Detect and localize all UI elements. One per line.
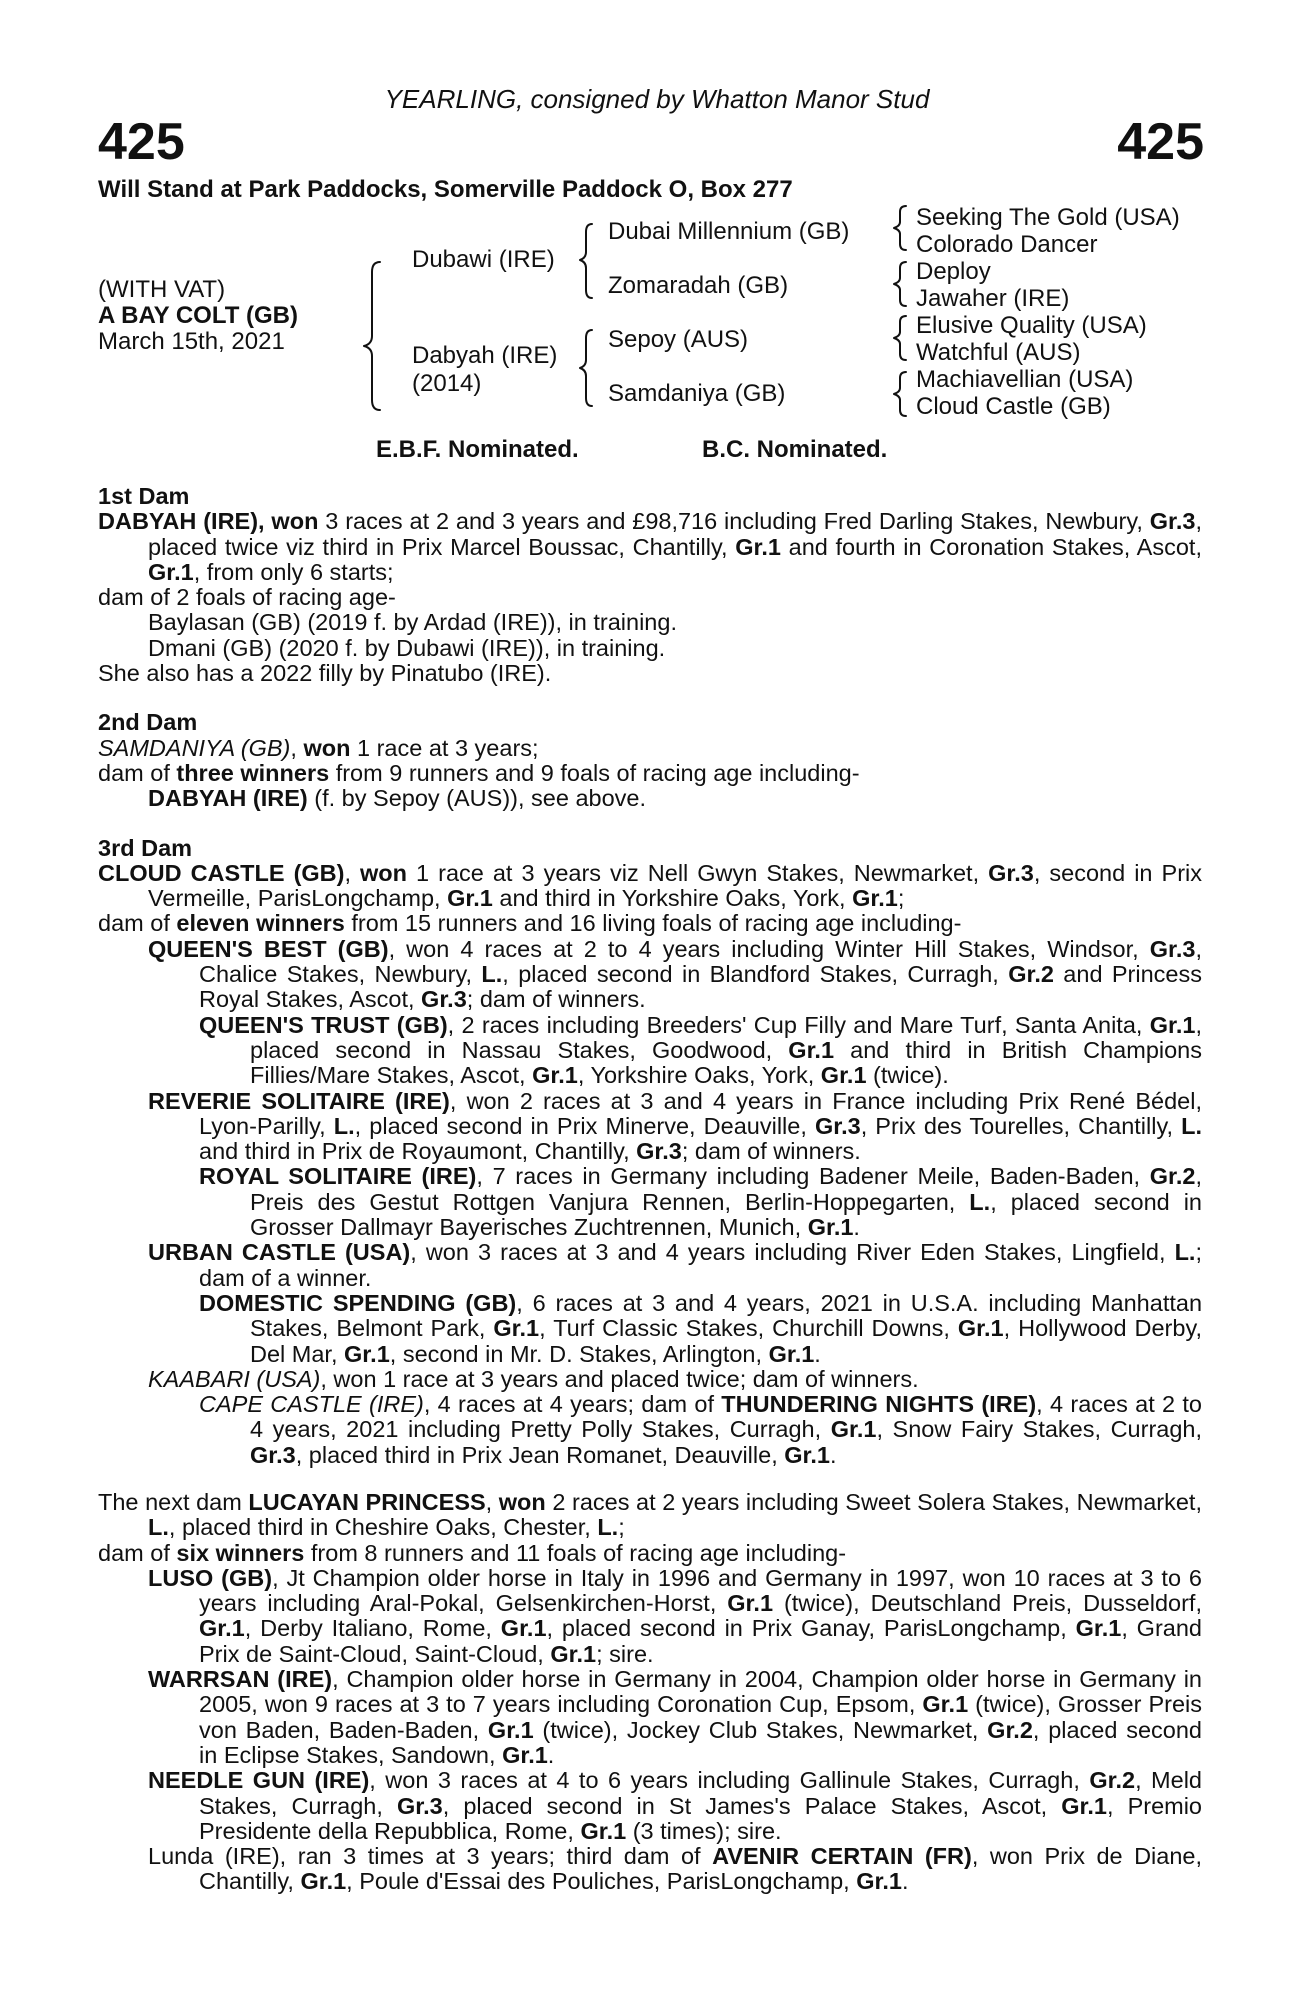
dam-dam-name: Samdaniya (GB) <box>608 380 786 407</box>
pedigree-entry <box>98 508 1202 585</box>
brace-g1 <box>894 206 906 250</box>
entry-text: NEEDLE GUN (IRE) <box>148 1767 370 1794</box>
entry-text: Gr.1 <box>199 1615 245 1642</box>
pedigree-entry <box>148 609 1202 636</box>
entry-text: . <box>901 1868 909 1895</box>
entry-text: (twice), Grosser Preis von Baden, Baden-Baden, <box>199 1691 1202 1743</box>
entry-text: , second in Prix Vermeille, ParisLongchamp, <box>148 859 1202 912</box>
entry-text: Gr.3 <box>250 1441 296 1468</box>
entry-text: , Poule d'Essai des Pouliches, ParisLongchamp, <box>346 1868 857 1895</box>
entry-text: , 6 races at 3 and 4 years, 2021 in U.S.A. including Manhattan Stakes, Belmont Park, <box>250 1289 1203 1342</box>
pedigree-entry <box>148 1767 1203 1844</box>
brace-g2 <box>894 262 906 306</box>
entry-text: , Premio Presidente della Repubblica, Rome, <box>199 1792 1203 1844</box>
entry-text: L. <box>969 1188 991 1215</box>
entry-text: Gr.2 <box>1008 961 1054 988</box>
bc-nomination: B.C. Nominated. <box>702 436 888 463</box>
entry-text: , Chalice Stakes, Newbury, <box>199 935 1203 988</box>
entry-text: , placed third in Cheshire Oaks, Chester, <box>168 1514 598 1541</box>
section-heading: 2nd Dam <box>98 709 198 736</box>
entry-text: won <box>360 859 408 886</box>
entry-text: , won 3 races at 4 to 6 years including Gallinule Stakes, Curragh, <box>369 1767 1090 1794</box>
section-heading: 1st Dam <box>98 483 190 509</box>
lot-horse-name: A BAY COLT (GB) <box>98 302 299 329</box>
entry-text: (f. by Sepoy (AUS)), see above. <box>307 785 647 812</box>
entry-text: dam of <box>98 1539 177 1566</box>
entry-text: , won 1 race at 3 years and placed twice; dam of winners. <box>320 1365 919 1392</box>
pedigree-entry <box>148 634 1202 661</box>
entry-text: (twice). <box>866 1062 949 1089</box>
entry-text: , Meld Stakes, Curragh, <box>199 1767 1202 1819</box>
entry-text: LUSO (GB) <box>148 1564 273 1591</box>
entry-text: Dmani (GB) (2020 f. by Dubawi (IRE)), in training. <box>148 634 666 661</box>
entry-text: DABYAH (IRE) <box>148 785 308 812</box>
entry-text: ; <box>897 885 905 912</box>
entry-text: (3 times); sire. <box>626 1817 782 1844</box>
vat-note: (WITH VAT) <box>98 276 226 303</box>
entry-text: Gr.1 <box>550 1640 597 1667</box>
sire-dam-name: Zomaradah (GB) <box>608 272 789 299</box>
entry-text: L. <box>1174 1239 1196 1266</box>
entry-text: dam of <box>98 759 177 786</box>
entry-text: and third in Prix de Royaumont, Chantilly, <box>199 1138 637 1165</box>
brace-g3 <box>894 316 906 360</box>
dam-sire-name: Sepoy (AUS) <box>608 326 749 353</box>
entry-text: , Snow Fairy Stakes, Curragh, <box>876 1416 1203 1443</box>
entry-text: , Prix des Tourelles, Chantilly, <box>860 1112 1182 1139</box>
entry-text: Gr.1 <box>922 1691 969 1718</box>
entry-text: , placed third in Prix Jean Romanet, Deauville, <box>295 1441 785 1468</box>
entry-text: and Princess Royal Stakes, Ascot, <box>199 961 1202 1013</box>
entry-text: She also has a 2022 filly by Pinatubo (IRE). <box>98 660 552 687</box>
entry-text: . <box>547 1741 555 1768</box>
ancestor-7: Machiavellian (USA) <box>916 366 1134 393</box>
entry-text: Lunda (IRE), ran 3 times at 3 years; third dam of <box>148 1843 713 1870</box>
brace-sire <box>580 224 592 298</box>
entry-text: , won 2 races at 3 and 4 years in France including Prix René Bédel, Lyon-Parilly, <box>199 1087 1202 1139</box>
entry-text: , 2 races including Breeders' Cup Filly and Mare Turf, Santa Anita, <box>447 1011 1150 1038</box>
entry-text: L. <box>481 961 503 988</box>
entry-text: , Hollywood Derby, Del Mar, <box>250 1315 1202 1367</box>
ancestor-5: Elusive Quality (USA) <box>916 312 1147 339</box>
entry-text: , Turf Classic Stakes, Churchill Downs, <box>539 1315 958 1342</box>
entry-text: . <box>814 1340 821 1367</box>
entry-text: , Yorkshire Oaks, York, <box>577 1062 821 1089</box>
sire-name: Dubawi (IRE) <box>412 246 555 273</box>
entry-text: Gr.1 <box>580 1817 627 1844</box>
entry-text: LUCAYAN PRINCESS <box>248 1488 486 1515</box>
entry-text: , Derby Italiano, Rome, <box>244 1615 501 1642</box>
entry-text: , placed second in Grosser Dallmayr Bayerisches Zuchtrennen, Munich, <box>250 1188 1202 1241</box>
entry-text: Gr.1 <box>768 1340 815 1367</box>
entry-text: won <box>303 734 351 761</box>
entry-text: Gr.2 <box>1149 1163 1196 1190</box>
entry-text: ROYAL SOLITAIRE (IRE) <box>199 1163 477 1190</box>
pedigree-entry <box>199 1289 1203 1367</box>
entry-text: L. <box>148 1514 169 1541</box>
entry-text: THUNDERING NIGHTS (IRE) <box>721 1391 1037 1418</box>
entry-text: ; <box>618 1514 625 1541</box>
entry-text: and third in Yorkshire Oaks, York, <box>492 885 853 912</box>
entry-text: URBAN CASTLE (USA) <box>148 1239 411 1266</box>
pedigree-entry <box>148 1087 1202 1165</box>
lot-number-left: 425 <box>98 113 185 171</box>
pedigree-entry <box>98 859 1202 912</box>
pedigree-entry <box>148 935 1203 1013</box>
entry-text: Gr.1 <box>1075 1615 1122 1642</box>
entry-text: Gr.1 <box>502 1741 548 1768</box>
dam-name: Dabyah (IRE) <box>412 342 558 369</box>
entry-text: Gr.1 <box>807 1214 854 1241</box>
entry-text: (twice), Jockey Club Stakes, Newmarket, <box>533 1716 988 1743</box>
entry-text: 1 race at 3 years; <box>350 734 539 761</box>
entry-text: Gr.1 <box>957 1315 1004 1342</box>
entry-text: . <box>830 1441 837 1468</box>
entry-text: eleven winners <box>176 910 345 937</box>
entry-text: Gr.3 <box>421 986 467 1013</box>
entry-text: Gr.1 <box>784 1441 830 1468</box>
entry-text: Gr.1 <box>820 1062 867 1089</box>
pedigree-entry <box>98 661 1202 686</box>
brace-g4 <box>894 372 906 416</box>
entry-text: Gr.2 <box>987 1716 1033 1743</box>
pedigree-entry <box>148 1365 1202 1392</box>
pedigree-entry <box>148 1564 1202 1667</box>
entry-text: QUEEN'S TRUST (GB) <box>199 1011 448 1038</box>
paragraph-gap <box>98 1468 1202 1490</box>
entry-text: Gr.3 <box>1149 508 1196 535</box>
entry-text: Gr.1 <box>1061 1792 1107 1819</box>
pedigree-entry <box>98 910 1202 937</box>
entry-text: three winners <box>176 759 330 786</box>
pedigree-entry <box>98 1488 1202 1541</box>
entry-text: , 4 races at 2 to 4 years, 2021 including Pretty Polly Stakes, Curragh, <box>250 1391 1203 1443</box>
entry-text: Gr.1 <box>788 1036 835 1063</box>
entry-text: from 8 runners and 11 foals of racing age including- <box>304 1539 847 1566</box>
brace-subject <box>364 262 380 410</box>
entry-text: QUEEN'S BEST (GB) <box>148 935 389 962</box>
entry-text: , placed second in Eclipse Stakes, Sandown, <box>199 1716 1202 1768</box>
entry-text: Gr.1 <box>300 1868 347 1895</box>
entry-text: , <box>290 734 304 761</box>
entry-text: , <box>344 859 361 886</box>
foaling-date: March 15th, 2021 <box>98 328 285 355</box>
entry-text: , <box>485 1488 499 1515</box>
entry-text: REVERIE SOLITAIRE (IRE) <box>148 1087 450 1114</box>
entry-text: DABYAH (IRE), won <box>98 508 319 535</box>
entry-text: Baylasan (GB) (2019 f. by Ardad (IRE)), in training. <box>148 609 677 636</box>
entry-text: L. <box>333 1112 355 1139</box>
entry-text: dam of 2 foals of racing age- <box>98 584 396 611</box>
sire-sire-name: Dubai Millennium (GB) <box>608 218 850 245</box>
entry-text: and third in British Champions Fillies/Mare Stakes, Ascot, <box>250 1036 1203 1089</box>
entry-text: , won Prix de Diane, Chantilly, <box>199 1843 1203 1895</box>
entry-text: , placed twice viz third in Prix Marcel Boussac, Chantilly, <box>148 508 1202 560</box>
entry-text: Gr.1 <box>856 1868 902 1895</box>
entry-text: ; dam of winners. <box>466 986 646 1013</box>
entry-text: (twice), Deutschland Preis, Dusseldorf, <box>773 1590 1202 1617</box>
entry-text: 2 races at 2 years including Sweet Solera Stakes, Newmarket, <box>545 1488 1202 1515</box>
entry-text: WARRSAN (IRE) <box>148 1666 333 1693</box>
pedigree-entry <box>98 585 1202 610</box>
entry-text: Gr.1 <box>735 533 781 560</box>
entry-text: from 9 runners and 9 foals of racing age including- <box>329 759 860 786</box>
family-history <box>98 484 1202 1895</box>
ancestor-1: Seeking The Gold (USA) <box>916 204 1180 231</box>
entry-text: DOMESTIC SPENDING (GB) <box>199 1289 517 1316</box>
entry-text: , 7 races in Germany including Badener Meile, Baden-Baden, <box>476 1163 1150 1190</box>
entry-text: SAMDANIYA (GB) <box>98 734 291 761</box>
entry-text: Gr.3 <box>814 1112 861 1139</box>
ancestor-8: Cloud Castle (GB) <box>916 393 1111 420</box>
entry-text: six winners <box>176 1539 305 1566</box>
entry-text: and fourth in Coronation Stakes, Ascot, <box>780 533 1202 560</box>
entry-text: from 15 runners and 16 living foals of racing age including- <box>344 910 962 937</box>
section-heading: 3rd Dam <box>98 834 193 861</box>
entry-text: Gr.1 <box>447 885 493 912</box>
entry-text: L. <box>1181 1112 1202 1139</box>
entry-text: dam of <box>98 910 177 937</box>
entry-text: Gr.1 <box>852 885 898 912</box>
entry-text: , won 4 races at 2 to 4 years including Winter Hill Stakes, Windsor, <box>388 935 1150 962</box>
pedigree-entry <box>148 785 1202 812</box>
entry-text: , Preis des Gestut Rottgen Vanjura Rennen, Berlin-Hoppegarten, <box>250 1163 1203 1215</box>
entry-text: KAABARI (USA) <box>148 1365 321 1392</box>
consignor-line: YEARLING, consigned by Whatton Manor Stud <box>384 84 930 114</box>
entry-text: Gr.1 <box>830 1416 877 1443</box>
pedigree-entry <box>148 1666 1202 1768</box>
entry-text: 1 race at 3 years viz Nell Gwyn Stakes, Newmarket, <box>407 859 989 886</box>
entry-text: CAPE CASTLE (IRE) <box>199 1391 424 1418</box>
entry-text: Gr.3 <box>1149 935 1196 962</box>
entry-text: Gr.2 <box>1089 1767 1136 1794</box>
entry-text: , placed second in Prix Minerve, Deauville, <box>354 1112 815 1139</box>
pedigree-entry <box>148 1239 1202 1291</box>
pedigree-entry <box>199 1011 1203 1089</box>
entry-text: 3 races at 2 and 3 years and £98,716 including Fred Darling Stakes, Newbury, <box>318 508 1150 535</box>
entry-text: Gr.1 <box>1149 1011 1196 1038</box>
entry-text: , placed second in Nassau Stakes, Goodwood, <box>250 1011 1202 1063</box>
entry-text: won <box>498 1488 546 1515</box>
entry-text: Gr.1 <box>727 1590 774 1617</box>
pedigree-entry <box>98 734 1202 761</box>
entry-text: Gr.1 <box>487 1716 534 1743</box>
entry-text: Gr.3 <box>988 859 1034 886</box>
entry-text: CLOUD CASTLE (GB) <box>98 859 345 886</box>
entry-text: , second in Mr. D. Stakes, Arlington, <box>389 1340 769 1367</box>
entry-text: , Grand Prix de Saint-Cloud, Saint-Cloud, <box>199 1615 1202 1667</box>
entry-text: ; dam of a winner. <box>199 1239 1202 1291</box>
ancestor-6: Watchful (AUS) <box>916 339 1081 366</box>
entry-text: Gr.3 <box>396 1792 443 1819</box>
entry-text: , 4 races at 4 years; dam of <box>423 1391 722 1418</box>
brace-dam <box>580 330 592 406</box>
entry-text: , placed second in St James's Palace Stakes, Ascot, <box>442 1792 1062 1819</box>
entry-text: Gr.1 <box>532 1062 578 1089</box>
entry-text: , from only 6 starts; <box>193 558 394 585</box>
entry-text: . <box>853 1214 860 1241</box>
entry-text: Gr.1 <box>493 1315 540 1342</box>
entry-text: , won 3 races at 3 and 4 years including River Eden Stakes, Lingfield, <box>410 1239 1175 1266</box>
lot-number-right: 425 <box>1117 113 1204 171</box>
entry-text: , placed second in Prix Ganay, ParisLongchamp, <box>546 1615 1076 1642</box>
ancestor-2: Colorado Dancer <box>916 231 1098 258</box>
entry-text: The next dam <box>98 1488 249 1515</box>
entry-text: L. <box>597 1514 619 1541</box>
pedigree-entry <box>98 1539 1202 1566</box>
stand-location: Will Stand at Park Paddocks, Somerville Paddock O, Box 277 <box>98 176 793 203</box>
dam-foaled-year: (2014) <box>412 370 482 397</box>
entry-text: Gr.1 <box>500 1615 547 1642</box>
ancestor-4: Jawaher (IRE) <box>916 285 1070 312</box>
entry-text: , Champion older horse in Germany in 2004, Champion older horse in Germany in 2005, won 9 races at 3 to 7 years including Coronation Cup, Epsom, <box>199 1666 1202 1718</box>
entry-text: , Jt Champion older horse in Italy in 1996 and Germany in 1997, won 10 races at 3 to 6 years including Aral-Pokal, Gelsenkirchen-Horst, <box>199 1564 1202 1617</box>
pedigree-entry <box>199 1163 1203 1241</box>
entry-text: Gr.1 <box>344 1340 390 1367</box>
pedigree-entry <box>148 1843 1203 1895</box>
pedigree-entry <box>199 1391 1203 1468</box>
entry-text: AVENIR CERTAIN (FR) <box>712 1843 972 1870</box>
entry-text: Gr.3 <box>636 1138 682 1165</box>
entry-text: Gr.1 <box>148 558 194 585</box>
pedigree-entry <box>98 759 1202 786</box>
entry-text: ; sire. <box>596 1640 654 1667</box>
ancestor-3: Deploy <box>916 258 991 285</box>
entry-text: ; dam of winners. <box>681 1138 861 1165</box>
ebf-nomination: E.B.F. Nominated. <box>376 436 579 463</box>
entry-text: , placed second in Blandford Stakes, Curragh, <box>502 961 1009 988</box>
